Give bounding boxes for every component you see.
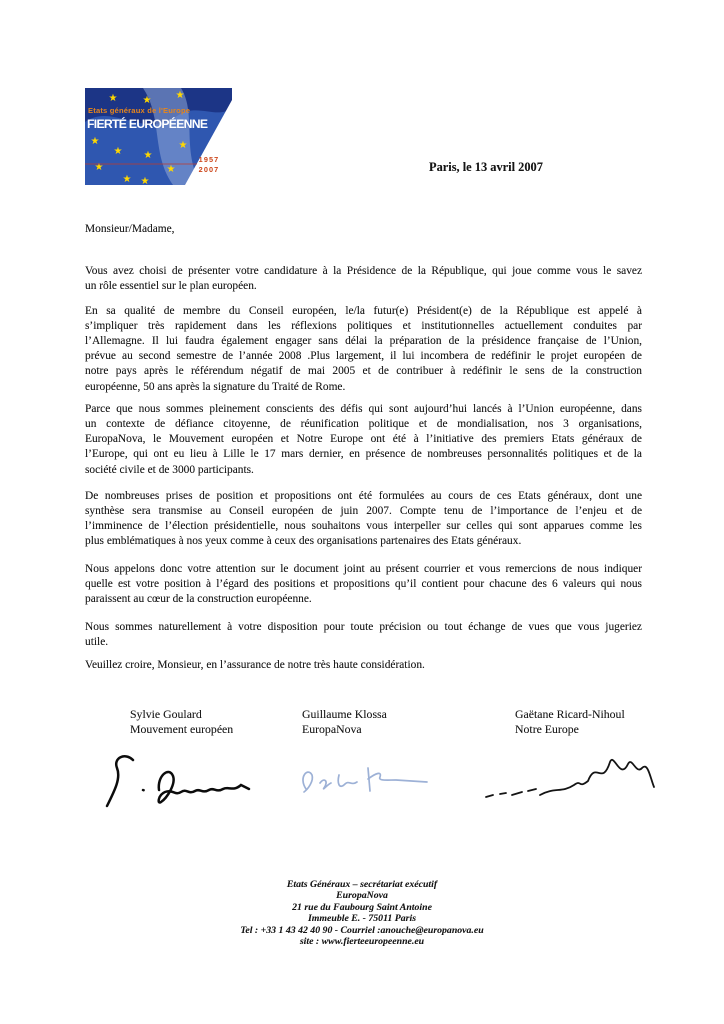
fierte-europeenne-logo xyxy=(85,88,232,185)
star-icon: ★ xyxy=(143,150,153,161)
text-line: un rôle essentiel sur le plan européen. xyxy=(85,280,257,293)
text-line: prévue au second semestre de l’année 2008 .Plus largement, il lui incombera de redéfinir le projet européen de xyxy=(85,350,642,363)
star-icon: ★ xyxy=(113,146,123,157)
text-line: Nous appelons donc votre attention sur le document joint au présent courrier et vous remercions de nous indiquer xyxy=(85,562,642,575)
signatory-name: Guillaume Klossa xyxy=(302,707,387,721)
star-icon: ★ xyxy=(140,176,150,185)
star-icon: ★ xyxy=(122,174,132,185)
star-icon: ★ xyxy=(108,93,118,104)
signatory-block xyxy=(302,707,387,737)
text-line: Tel : +33 1 43 42 40 90 - Courriel :anouche@europanova.eu xyxy=(240,924,484,936)
star-icon: ★ xyxy=(178,140,188,151)
text-line: quelle est votre position à l’égard des positions et propositions qu’il contient pour chacune des 6 valeurs qui nous xyxy=(85,577,642,590)
letterhead-footer xyxy=(0,879,724,947)
text-line: l’Europe, qui ont eu lieu à Lille le 17 mars dernier, en présence de nombreuses personnalités politiques et de la xyxy=(85,448,642,461)
text-line: Parce que nous sommes pleinement conscients des défis qui sont aujourd’hui lancés à l’Union européenne, dans xyxy=(85,402,642,415)
text-line: société civile et de 3000 participants. xyxy=(85,463,254,476)
signatory-block xyxy=(515,707,625,737)
text-line: plus emblématiques à nos yeux comme à ceux des organisations partenaires des Etats généraux. xyxy=(85,535,522,548)
handwritten-signature-ricard-nihoul xyxy=(478,750,663,810)
star-icon: ★ xyxy=(166,164,176,175)
text-line: un contexte de défiance citoyenne, de réunification politique et de mondialisation, nos 3 organisations, xyxy=(85,418,642,431)
text-line: EuropaNova xyxy=(336,890,388,902)
logo-year-1957: 1957 xyxy=(198,155,220,164)
paragraph xyxy=(85,402,642,478)
logo-title: FIERTÉ EUROPÉENNE xyxy=(87,117,208,131)
handwritten-signature-klossa xyxy=(294,763,434,803)
date-line: Paris, le 13 avril 2007 xyxy=(429,160,543,174)
paragraph xyxy=(85,489,642,550)
text-line: européenne, 50 ans après la signature du Traité de Rome. xyxy=(85,380,346,393)
signatory-name: Sylvie Goulard xyxy=(130,707,202,721)
paragraph xyxy=(85,620,642,650)
text-line: s’impliquer très rapidement dans les réflexions politiques et institutionnelles actuellement conduites par xyxy=(85,319,642,332)
text-line: Immeuble E. - 75011 Paris xyxy=(307,913,417,925)
text-line: l’imminence de l’élection présidentielle, nous souhaitons vous interpeller sur celles qui sont apparues comme les xyxy=(85,520,642,533)
text-line: Etats Généraux – secrétariat exécutif xyxy=(286,879,438,890)
signatory-block xyxy=(130,707,233,737)
letter-body xyxy=(85,222,642,673)
text-line: EuropaNova, le Mouvement européen et Notre Europe ont été à l’initiative des premiers Etats généraux de xyxy=(85,433,642,446)
paragraph xyxy=(85,562,642,608)
handwritten-signature-goulard xyxy=(103,752,253,814)
star-icon: ★ xyxy=(90,136,100,147)
paragraph xyxy=(85,264,642,294)
signatory-organization: Mouvement européen xyxy=(130,722,234,736)
star-icon: ★ xyxy=(175,90,185,101)
text-line: 21 rue du Faubourg Saint Antoine xyxy=(292,901,432,913)
star-icon: ★ xyxy=(142,95,152,106)
text-line: Nous sommes naturellement à votre disposition pour toute précision ou tout échange de vues que vous jugeriez xyxy=(85,621,642,634)
text-line: synthèse sera transmise au Conseil européen de juin 2007. Compte tenu de l’importance de l’enjeu et de xyxy=(85,505,642,518)
signatory-name: Gaëtane Ricard-Nihoul xyxy=(515,707,625,721)
text-line: utile. xyxy=(85,636,109,649)
star-icon: ★ xyxy=(94,162,104,173)
text-line: notre pays après le référendum négatif de mai 2005 et de contribuer à redéfinir le sens de la construction xyxy=(85,365,642,378)
text-line: En sa qualité de membre du Conseil européen, le/la futur(e) Président(e) de la République est appelé à xyxy=(85,304,642,317)
text-line: site : www.fierteeuropeenne.eu xyxy=(299,936,425,948)
signatory-organization: EuropaNova xyxy=(302,722,362,736)
text-line: Vous avez choisi de présenter votre candidature à la Présidence de la République, qui joue comme vous le savez xyxy=(85,265,642,278)
text-line: paraissent au cœur de la construction européenne. xyxy=(85,593,312,606)
text-line: De nombreuses prises de position et propositions ont été formulées au cours de ces Etats généraux, dont une xyxy=(85,489,642,502)
paragraph xyxy=(85,304,642,395)
logo-tagline: Etats généraux de l'Europe xyxy=(88,106,190,115)
closing-line: Veuillez croire, Monsieur, en l’assurance de notre très haute considération. xyxy=(85,658,425,671)
signatory-organization: Notre Europe xyxy=(515,722,579,736)
text-line: l’Allemagne. Il lui faudra également engager sans délai la préparation de la présidence française de l’Union, xyxy=(85,335,642,348)
logo-year-2007: 2007 xyxy=(198,165,220,174)
salutation: Monsieur/Madame, xyxy=(85,223,175,235)
